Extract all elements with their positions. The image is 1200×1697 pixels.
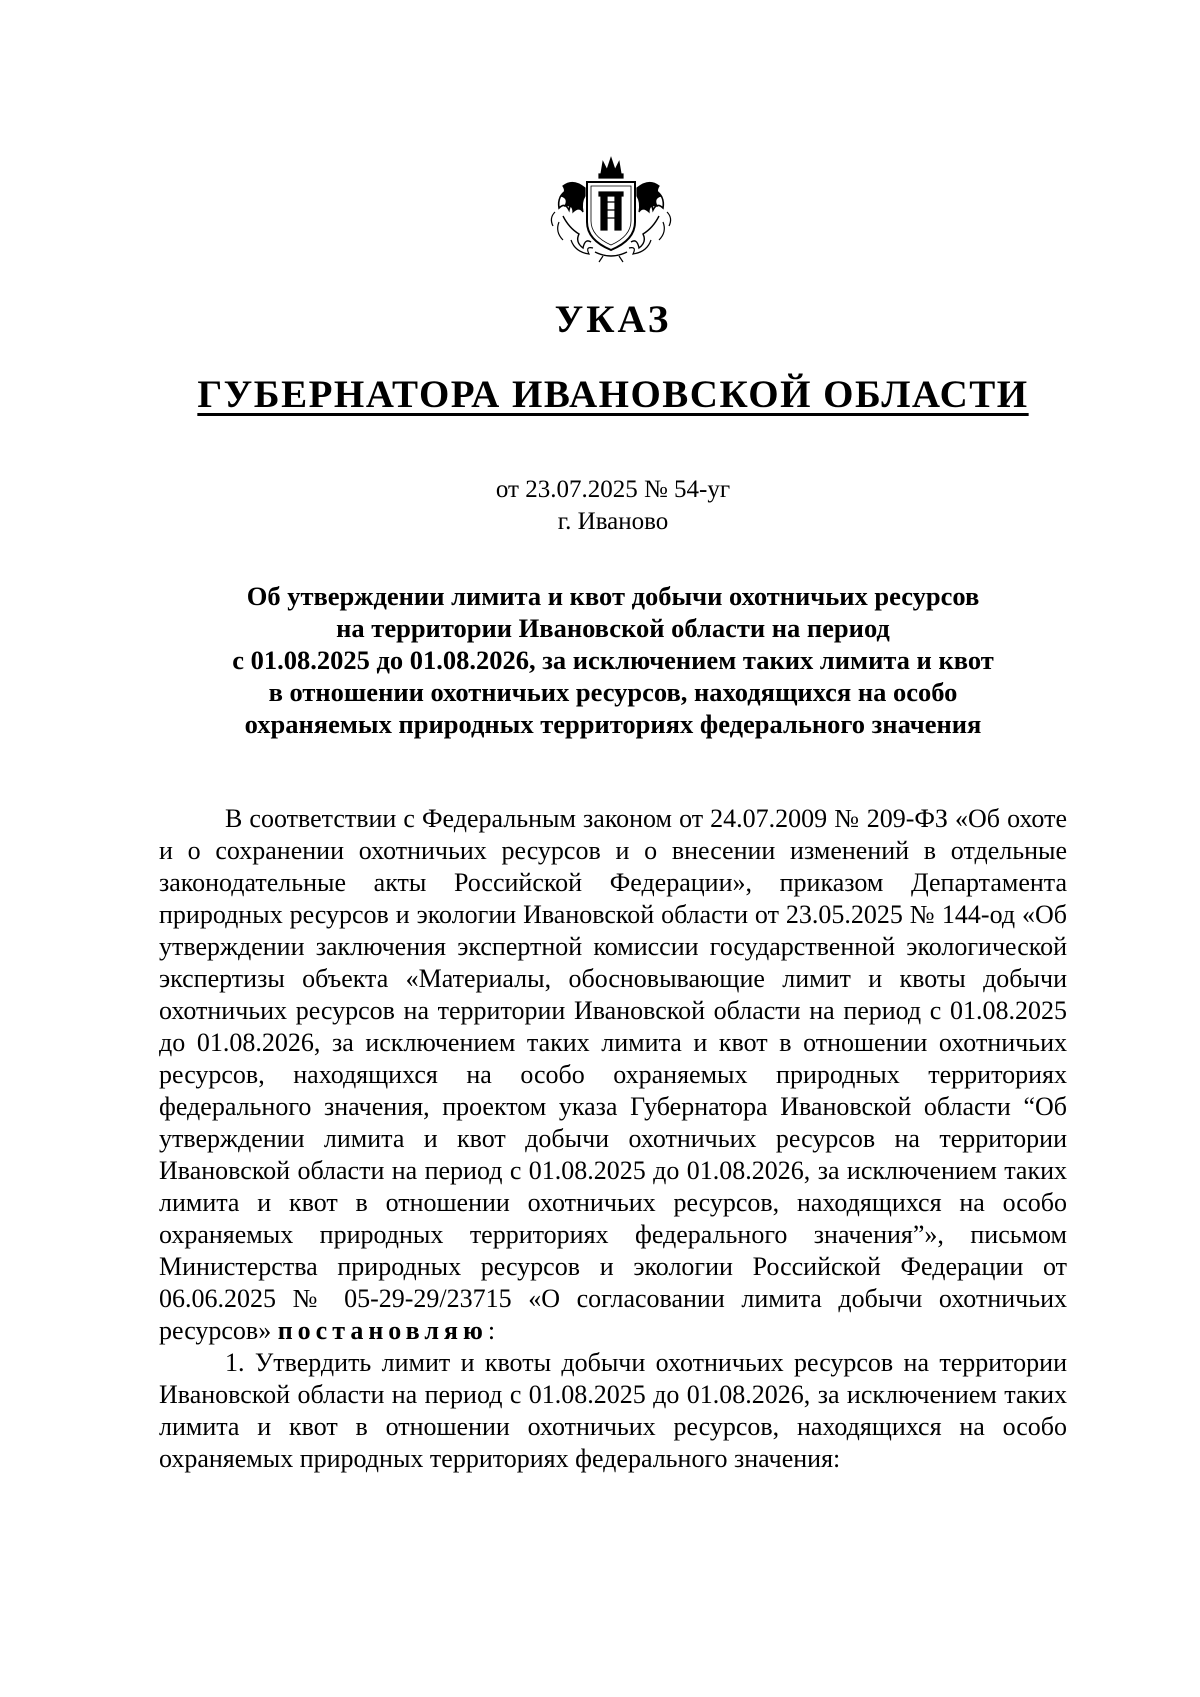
document-issuer [0, 372, 1200, 418]
preamble-paragraph [159, 803, 1067, 1347]
document-title-line: с 01.08.2025 до 01.08.2026, за исключением таких лимита и квот [232, 645, 994, 675]
document-title-line: Об утверждении лимита и квот добычи охотничьих ресурсов [246, 581, 980, 611]
document-title-line: в отношении охотничьих ресурсов, находящихся на особо [268, 677, 958, 707]
document-title-line: охраняемых природных территориях федерального значения [244, 709, 982, 739]
document-date-number: от 23.07.2025 № 54-уг [495, 476, 731, 503]
item-1-paragraph: 1. Утвердить лимит и квоты добычи охотничьих ресурсов на территории Ивановской области на период с 01.08.2025 до 01.08.2026, за исключением таких лимита и квот в отношении охотничьих ресурсов, находящихся на особо охраняемых природных территориях федерального значения: [159, 1348, 1067, 1473]
document-place: г. Иваново [557, 508, 669, 535]
document-meta [0, 474, 1200, 538]
decree-punct: : [487, 1316, 496, 1345]
document-body [159, 803, 1067, 1475]
coat-of-arms-icon [545, 152, 677, 264]
document-type: УКАЗ [554, 298, 672, 341]
decree-word: постановляю [277, 1316, 488, 1345]
document-title-line: на территории Ивановской области на период [336, 613, 890, 643]
document-issuer-text: ГУБЕРНАТОРА ИВАНОВСКОЙ ОБЛАСТИ [197, 373, 1029, 416]
preamble-text: В соответствии с Федеральным законом от 24.07.2009 № 209-ФЗ «Об охоте и о сохранении охотничьих ресурсов и о внесении изменений в отдельные законодательные акты Российской Федерации», приказом Департамента природных ресурсов и экологии Ивановской области от 23.05.2025 № 144-од «Об утверждении заключения экспертной комиссии государственной экологической экспертизы объекта «Материалы, обосновывающие лимит и квоты добычи охотничьих ресурсов на территории Ивановской области на период с 01.08.2025 до 01.08.2026, за исключением таких лимита и квот в отношении охотничьих ресурсов, находящихся на особо охраняемых природных территориях федерального значения, проектом указа Губернатора Ивановской области “Об утверждении лимита и квот добычи охотничьих ресурсов на территории Ивановской области на период с 01.08.2025 до 01.08.2026, за исключением таких лимита и квот в отношении охотничьих ресурсов, находящихся на особо охраняемых природных территориях федерального значения”», письмом Министерства природных ресурсов и экологии Российской Федерации от 06.06.2025 № 05-29-29/23715 «О согласовании лимита добычи охотничьих ресурсов» [159, 804, 1067, 1345]
document-title [190, 580, 1036, 740]
